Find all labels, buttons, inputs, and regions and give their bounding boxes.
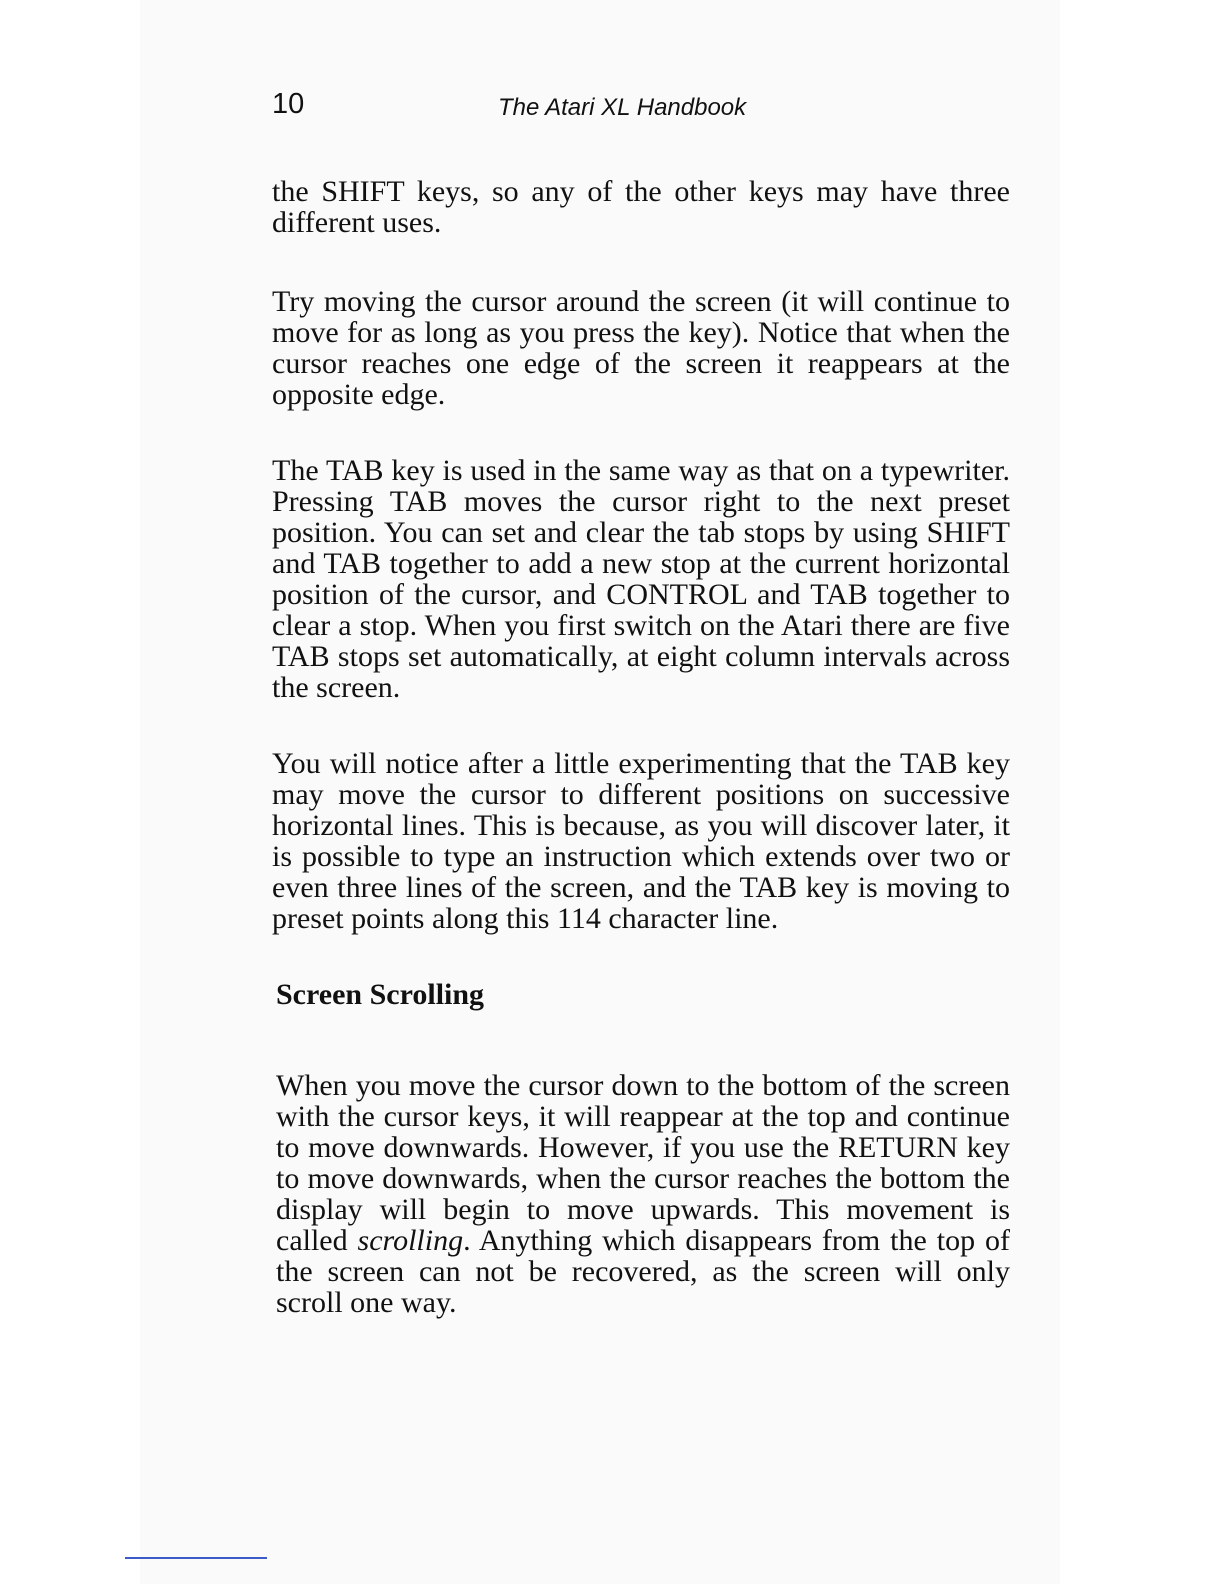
paragraph-5-text-a: When you move the cursor down to the bottom of the screen with the cursor keys, it will reappear at the top and continue to move downwards. However, if you use the RETURN key to move downwards, when the cursor reaches the bottom the display will begin to move upwards. This movement is called bbox=[276, 1069, 1010, 1257]
paragraph-5-text-b: . Anything which disappears from the top of the screen can not be recovered, as the screen will only scroll one way. bbox=[276, 1224, 1010, 1319]
paragraph-5 bbox=[276, 1070, 1010, 1318]
paragraph-1: the SHIFT keys, so any of the other keys may have three different uses. bbox=[272, 175, 1010, 239]
page-body bbox=[272, 176, 1010, 1363]
paragraph-2: Try moving the cursor around the screen (it will continue to move for as long as you press the key). Notice that when the cursor reaches one edge of the screen it reappears at the opposite edge. bbox=[272, 285, 1010, 411]
page-number: 10 bbox=[272, 88, 305, 120]
paragraph-3: The TAB key is used in the same way as that on a typewriter. Pressing TAB moves the cursor right to the next preset position. You can set and clear the tab stops by using SHIFT and TAB together to add a new stop at the current horizontal position of the cursor, and CONTROL and TAB together to clear a stop. When you first switch on the Atari there are five TAB stops set automatically, at eight column intervals across the screen. bbox=[272, 454, 1010, 704]
paragraph-4: You will notice after a little experimenting that the TAB key may move the cursor to different positions on successive horizontal lines. This is because, as you will discover later, it is possible to type an instruction which extends over two or even three lines of the screen, and the TAB key is moving to preset points along this 114 character line. bbox=[272, 747, 1010, 935]
section-heading: Screen Scrolling bbox=[276, 978, 485, 1011]
bottom-rule bbox=[125, 1557, 267, 1559]
running-header-title: The Atari XL Handbook bbox=[498, 94, 747, 121]
paragraph-5-emphasis: scrolling bbox=[357, 1224, 464, 1257]
